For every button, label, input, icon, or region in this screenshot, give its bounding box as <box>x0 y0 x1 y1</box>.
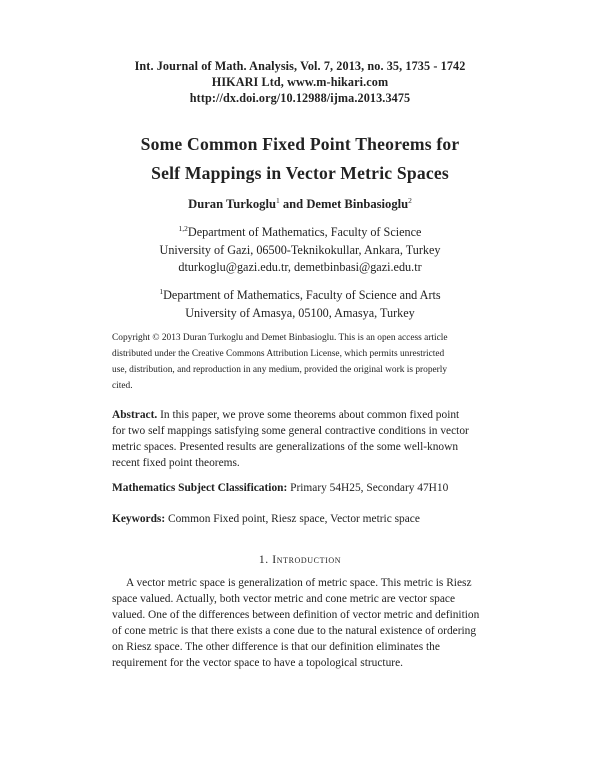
title-line-2: Self Mappings in Vector Metric Spaces <box>151 163 449 183</box>
intro-line: requirement for the vector space to have a topological structure. <box>112 657 403 669</box>
affiliation-1-mark: 1,2 <box>178 224 188 233</box>
author-1-affil-mark: 1 <box>275 196 280 205</box>
paper-title <box>0 130 600 188</box>
title-line-1: Some Common Fixed Point Theorems for <box>140 134 460 154</box>
affiliation-1-address: University of Gazi, 06500-Teknikokullar, Ankara, Turkey <box>159 242 441 257</box>
abstract <box>112 407 488 471</box>
abstract-text-line: In this paper, we prove some theorems about common fixed point <box>160 409 460 421</box>
intro-line: A vector metric space is generalization of metric space. This metric is Riesz <box>126 577 472 589</box>
msc-classification <box>112 482 448 494</box>
intro-line: space valued. Actually, both vector metric and cone metric are vector space <box>112 593 456 605</box>
affiliation-1-dept: Department of Mathematics, Faculty of Science <box>187 225 422 239</box>
keywords <box>112 513 420 525</box>
affiliation-2-mark: 1 <box>159 287 164 296</box>
msc-value: Primary 54H25, Secondary 47H10 <box>290 482 449 494</box>
author-conjunction: and <box>282 197 304 211</box>
msc-label: Mathematics Subject Classification: <box>112 482 288 494</box>
copyright-line: distributed under the Creative Commons Attribution License, which permits unrestricted <box>112 349 445 359</box>
author-2: Demet Binbasioglu <box>306 197 409 211</box>
intro-line: on Riesz space. The other difference is that our definition eliminates the <box>112 641 440 653</box>
section-number: 1. <box>258 553 269 566</box>
doi-link[interactable]: http://dx.doi.org/10.12988/ijma.2013.3475 <box>189 91 411 105</box>
author-line <box>0 196 600 212</box>
section-title: Introduction <box>272 553 342 566</box>
introduction-paragraph <box>112 575 488 671</box>
keywords-value: Common Fixed point, Riesz space, Vector metric space <box>168 513 420 525</box>
affiliation-2-dept: Department of Mathematics, Faculty of Science and Arts <box>163 288 441 302</box>
publisher-line: HIKARI Ltd, www.m-hikari.com <box>211 75 389 89</box>
keywords-label: Keywords: <box>112 513 166 525</box>
affiliation-2-address: University of Amasya, 05100, Amasya, Turkey <box>185 305 415 320</box>
copyright-line: Copyright © 2013 Duran Turkoglu and Demet Binbasioglu. This is an open access article <box>112 333 448 343</box>
journal-citation: Int. Journal of Math. Analysis, Vol. 7, 2013, no. 35, 1735 - 1742 <box>134 59 466 73</box>
author-1: Duran Turkoglu <box>188 197 276 211</box>
intro-line: of cone metric is that there exists a cone due to the natural existence of ordering <box>112 625 477 637</box>
abstract-text-line: metric spaces. Presented results are generalizations of the some well-known <box>112 441 459 453</box>
affiliation-1 <box>0 224 600 277</box>
author-emails[interactable]: dturkoglu@gazi.edu.tr, demetbinbasi@gazi.edu.tr <box>178 260 422 274</box>
copyright-line: cited. <box>112 381 133 391</box>
affiliation-2 <box>0 287 600 322</box>
abstract-text-line: recent fixed point theorems. <box>112 457 240 469</box>
copyright-line: use, distribution, and reproduction in any medium, provided the original work is properly <box>112 365 448 375</box>
journal-header <box>0 58 600 106</box>
intro-line: valued. One of the differences between definition of vector metric and definition <box>112 609 480 621</box>
section-heading-introduction <box>0 553 600 566</box>
abstract-label: Abstract. <box>112 409 158 421</box>
copyright-notice <box>112 330 488 394</box>
author-2-affil-mark: 2 <box>408 196 412 205</box>
abstract-text-line: for two self mappings satisfying some general contractive conditions in vector <box>112 425 469 437</box>
